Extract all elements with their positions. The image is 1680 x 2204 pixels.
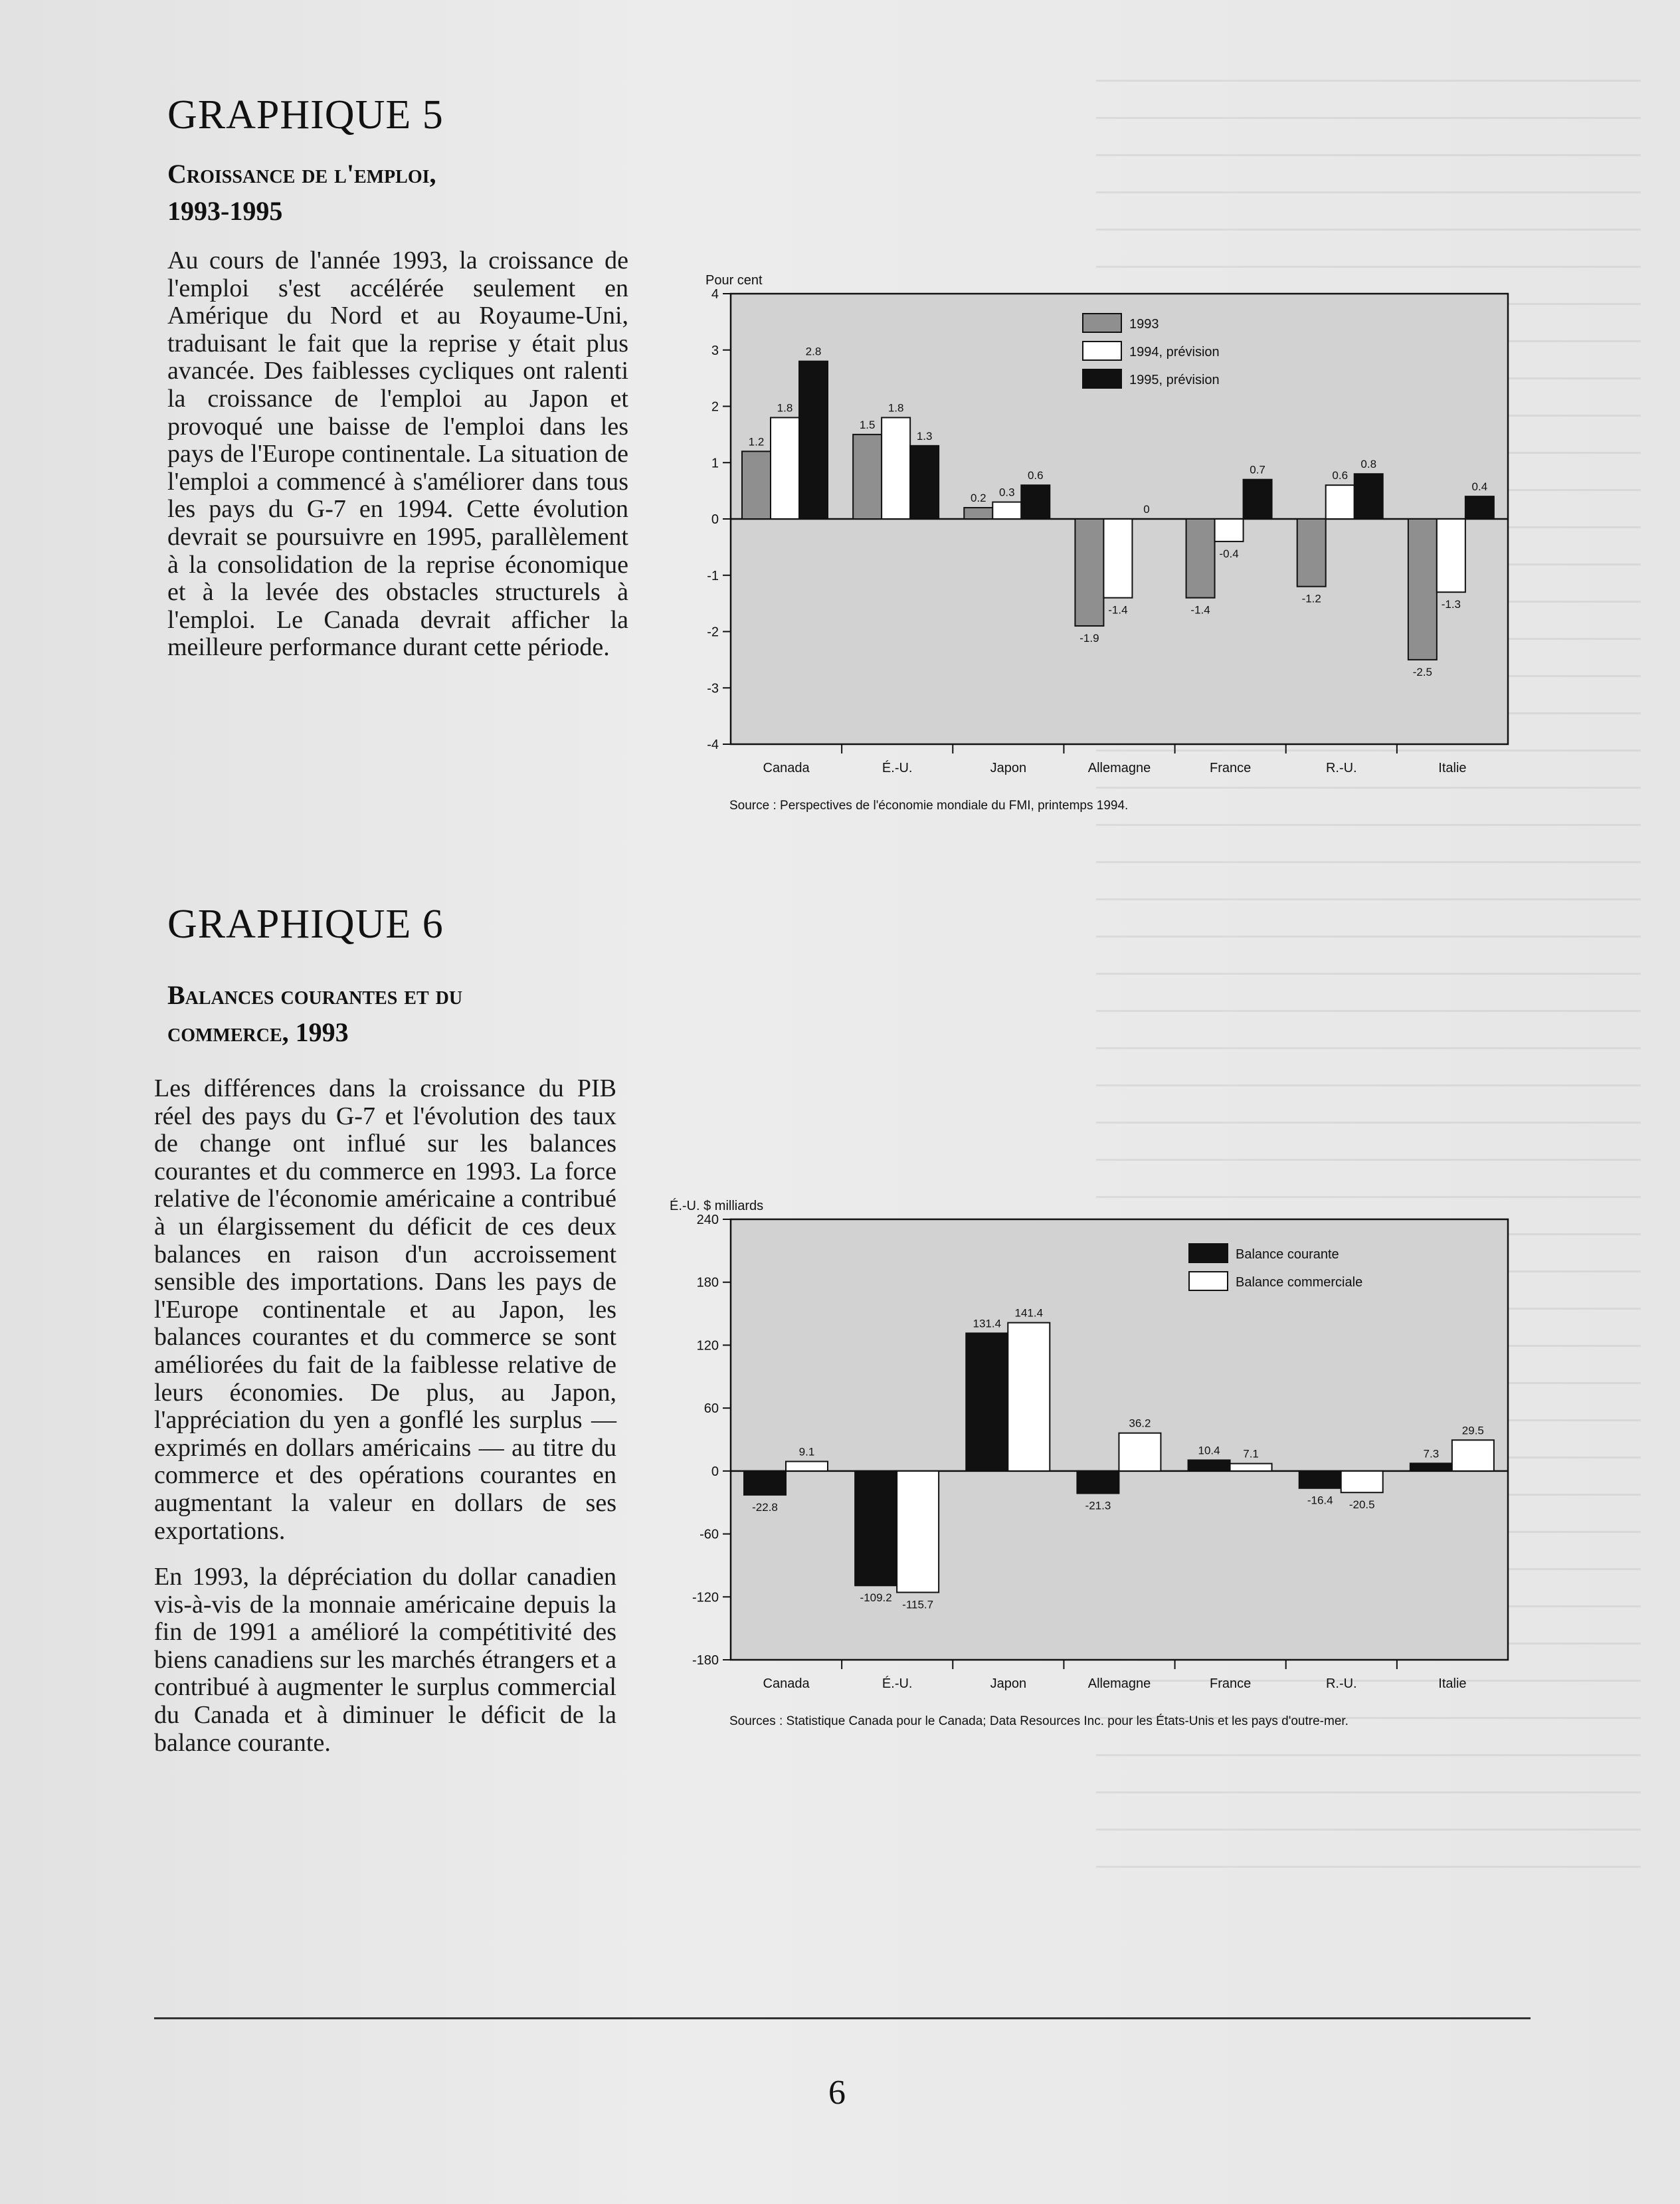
- bar: [1008, 1323, 1050, 1471]
- x-tick-label: Italie: [1438, 1676, 1467, 1691]
- data-label: -22.8: [752, 1500, 778, 1514]
- y-tick-label: 0: [711, 1464, 719, 1479]
- data-label: -0.4: [1219, 547, 1239, 560]
- x-tick-label: É.-U.: [882, 761, 913, 775]
- data-label: -1.4: [1108, 603, 1128, 617]
- data-label: 141.4: [1014, 1306, 1044, 1320]
- bar: [964, 508, 992, 519]
- bar: [1410, 1463, 1452, 1471]
- section6-body: [154, 1075, 616, 1775]
- y-tick-label: -180: [692, 1653, 719, 1668]
- data-label: 7.3: [1423, 1447, 1440, 1460]
- bar: [882, 417, 910, 519]
- legend-swatch: [1189, 1272, 1228, 1290]
- section5-subtitle: [167, 155, 436, 230]
- bar: [1341, 1471, 1383, 1492]
- data-label: 1.3: [916, 429, 933, 443]
- bar: [771, 417, 799, 519]
- y-tick-label: 240: [696, 1213, 719, 1227]
- x-tick-label: Canada: [763, 1676, 810, 1691]
- bar: [1437, 519, 1465, 592]
- bar: [1075, 519, 1103, 626]
- bar: [1297, 519, 1326, 587]
- bar: [1244, 480, 1272, 519]
- bar: [1326, 485, 1354, 519]
- y-tick-label: 180: [696, 1275, 719, 1290]
- section6-subtitle: [167, 977, 462, 1051]
- y-tick-label: -4: [707, 738, 719, 752]
- bar: [1021, 485, 1050, 519]
- section5-body: [167, 247, 628, 680]
- bar: [1299, 1471, 1341, 1488]
- bar: [1103, 519, 1132, 598]
- y-tick-label: -120: [692, 1590, 719, 1605]
- section6-paragraph-2: En 1993, la dépréciation du dollar canadien vis-à-vis de la monnaie américaine depuis la fin de 1991 a amélioré la compétitivité des biens canadiens sur les marchés étrangers et a contribué à augmenter le surplus commercial du Canada et à diminuer le déficit de la balance courante.: [154, 1563, 616, 1757]
- data-label: -16.4: [1307, 1494, 1333, 1507]
- bar: [966, 1333, 1008, 1470]
- bar: [1452, 1440, 1494, 1471]
- data-label: -20.5: [1349, 1498, 1375, 1512]
- y-tick-label: -2: [707, 625, 719, 640]
- legend-swatch: [1083, 342, 1121, 360]
- bar: [1354, 474, 1383, 519]
- bar: [1465, 496, 1494, 519]
- y-tick-label: 1: [711, 456, 719, 471]
- y-tick-label: 3: [711, 343, 719, 358]
- legend-label: 1995, prévision: [1129, 373, 1220, 387]
- data-label: 2.8: [805, 345, 822, 358]
- bar: [1215, 519, 1244, 542]
- y-axis-label: É.-U. $ milliards: [670, 1199, 764, 1213]
- page-number: 6: [828, 2074, 846, 2112]
- data-label: 0.8: [1360, 458, 1377, 471]
- data-label: -1.4: [1190, 603, 1210, 617]
- y-tick-label: 120: [696, 1338, 719, 1353]
- data-label: 1.8: [887, 401, 904, 415]
- bar: [1077, 1471, 1119, 1494]
- x-tick-label: Canada: [763, 761, 810, 775]
- data-label: -115.7: [902, 1598, 934, 1611]
- employment-growth-chart: [691, 266, 1554, 837]
- legend-swatch: [1083, 314, 1121, 332]
- legend-label: Balance courante: [1236, 1247, 1339, 1262]
- legend-label: 1993: [1129, 317, 1159, 332]
- bar: [910, 446, 939, 519]
- y-tick-label: 2: [711, 399, 719, 415]
- data-label: -1.3: [1441, 598, 1461, 611]
- x-tick-label: Italie: [1438, 761, 1467, 775]
- x-tick-label: Japon: [990, 1676, 1027, 1691]
- chart-source: Sources : Statistique Canada pour le Canada; Data Resources Inc. pour les États-Unis et les pays d'outre-mer.: [729, 1714, 1349, 1728]
- data-label: 29.5: [1461, 1424, 1484, 1437]
- bar: [992, 502, 1021, 519]
- y-tick-label: -60: [700, 1527, 719, 1542]
- data-label: 7.1: [1243, 1447, 1259, 1460]
- data-label: 0.7: [1250, 463, 1265, 476]
- section6-subtitle-line1: Balances courantes et du: [167, 980, 463, 1010]
- data-label: 0.6: [1027, 469, 1044, 482]
- data-label: 1.2: [748, 435, 765, 449]
- y-tick-label: -1: [707, 568, 719, 583]
- data-label: 0.2: [970, 492, 986, 505]
- y-tick-label: 60: [703, 1401, 719, 1417]
- data-label: 1.5: [859, 418, 876, 431]
- legend-label: 1994, prévision: [1129, 345, 1220, 359]
- current-trade-balance-chart: [664, 1183, 1554, 1754]
- data-label: -1.2: [1301, 592, 1321, 605]
- x-tick-label: R.-U.: [1325, 1676, 1357, 1691]
- bar: [1230, 1464, 1272, 1471]
- footer-rule: [154, 2017, 1531, 2019]
- y-tick-label: -3: [707, 681, 719, 696]
- bar: [1119, 1433, 1161, 1471]
- data-label: 0.6: [1332, 469, 1349, 482]
- bar: [742, 451, 771, 519]
- x-tick-label: Allemagne: [1087, 761, 1151, 775]
- data-label: 0.3: [998, 486, 1015, 499]
- bar: [1186, 519, 1215, 598]
- section6-title: GRAPHIQUE 6: [167, 902, 444, 947]
- data-label: 10.4: [1198, 1444, 1220, 1457]
- y-tick-label: 4: [711, 287, 719, 302]
- y-axis-label: Pour cent: [705, 273, 763, 288]
- x-tick-label: Japon: [990, 761, 1027, 775]
- legend-swatch: [1189, 1244, 1228, 1262]
- section5-subtitle-line2: 1993-1995: [167, 196, 283, 226]
- section5-title: GRAPHIQUE 5: [167, 92, 444, 138]
- x-tick-label: France: [1210, 1676, 1252, 1691]
- bar: [786, 1461, 828, 1470]
- data-label: 0: [1143, 503, 1150, 516]
- x-tick-label: Allemagne: [1087, 1676, 1151, 1691]
- bar: [744, 1471, 786, 1495]
- x-tick-label: France: [1210, 761, 1252, 775]
- x-tick-label: É.-U.: [882, 1676, 913, 1691]
- y-tick-label: 0: [711, 512, 719, 527]
- section5-subtitle-line1: Croissance de l'emploi,: [167, 159, 436, 189]
- data-label: -2.5: [1412, 665, 1433, 678]
- x-tick-label: R.-U.: [1325, 761, 1357, 775]
- section5-paragraph: Au cours de l'année 1993, la croissance de l'emploi s'est accélérée seulement en Amérique du Nord et au Royaume-Uni, traduisant le fait que la reprise y était plus avancée. Des faiblesses cycliques ont ralenti la croissance de l'emploi au Japon et provoqué une baisse de l'emploi dans les pays de l'Europe continentale. La situation de l'emploi a commencé à s'améliorer dans tous les pays du G-7 en 1994. Cette évolution devrait se poursuivre en 1995, parallèlement à la consolidation de la reprise économique et à la levée des obstacles structurels à l'emploi. Le Canada devrait afficher la meilleure performance durant cette période.: [167, 247, 628, 662]
- bar: [853, 435, 882, 519]
- data-label: 9.1: [798, 1445, 815, 1458]
- data-label: -1.9: [1079, 632, 1099, 645]
- section6-paragraph-1: Les différences dans la croissance du PIB réel des pays du G-7 et l'évolution des taux de change ont influé sur les balances courantes et du commerce en 1993. La force relative de l'économie américaine a contribué à un élargissement du déficit de ces deux balances en raison d'un accroissement sensible des importations. Dans les pays de l'Europe continentale et au Japon, les balances courantes et du commerce se sont améliorées du fait de la faiblesse relative de leurs économies. De plus, au Japon, l'appréciation du yen a gonflé les surplus — exprimés en dollars américains — au titre du commerce et des opérations courantes en augmentant la valeur en dollars de ses exportations.: [154, 1074, 616, 1545]
- data-label: 0.4: [1471, 480, 1488, 494]
- data-label: -109.2: [860, 1591, 892, 1605]
- bar: [1188, 1460, 1230, 1470]
- data-label: 36.2: [1129, 1417, 1151, 1430]
- legend-label: Balance commerciale: [1236, 1275, 1363, 1290]
- section6-subtitle-line2: commerce, 1993: [167, 1017, 349, 1047]
- bar: [897, 1471, 939, 1593]
- chart-source: Source : Perspectives de l'économie mondiale du FMI, printemps 1994.: [729, 799, 1129, 813]
- data-label: -21.3: [1085, 1499, 1111, 1512]
- bar: [799, 361, 828, 519]
- bar: [855, 1471, 897, 1585]
- data-label: 131.4: [973, 1317, 1002, 1330]
- bar: [1408, 519, 1437, 660]
- legend-swatch: [1083, 369, 1121, 388]
- data-label: 1.8: [777, 401, 793, 415]
